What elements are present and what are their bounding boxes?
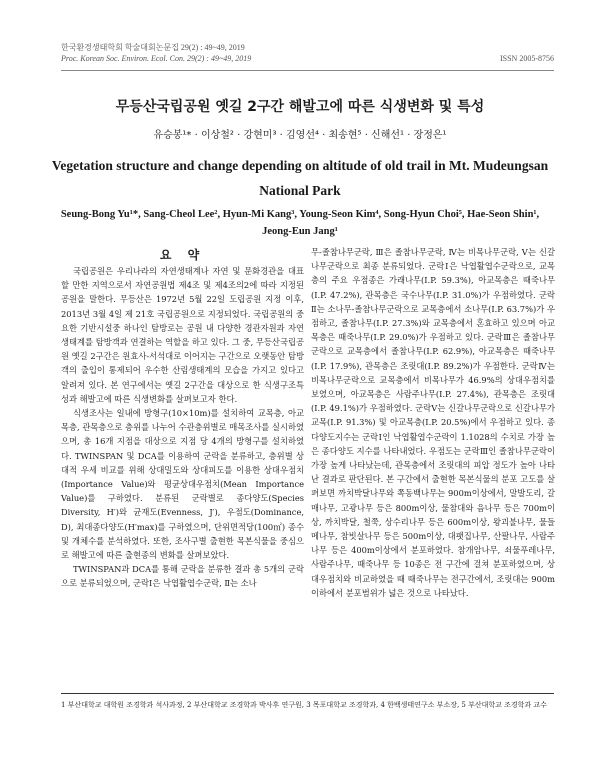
paragraph: 식생조사는 일내에 방형구(10×10m)를 설치하여 교목층, 아교목층, 관목층으로 층위를 나누어 수관층위별로 매목조사를 실시하였으며, 총 16개 지점을 대상으로 지점 당 4개의 방형구를 설치하였다. TWINSPAN 및 DCA를 이용하여 군락을 분류하고, 층위별 상대적 우세 비교를 위해 상대밀도와 상대피도를 이용한 상대우점치(Importance Value)와 평균상대우점치(Mean Importance Value)를 구하였다. 분류된 군락별로 종다양도(Species Diversity, H′)와 균재도(Evenness, J′), 우점도(Dominance, D), 최대종다양도(H′max)를 구하였으며, 단위면적당(100㎡) 종수 및 개체수를 분석하였다. 또한, 조사구별 출현한 목본식물을 중심으로 해발고에 따른 출현종의 변화를 살펴보았다.	[61, 408, 304, 561]
footnote: 1 부산대학교 대학원 조경학과 석사과정, 2 부산대학교 조경학과 박사후 연구원, 3 목포대학교 조경학과, 4 한백생태연구소 부소장, 5 부산대학교 조경학과 교수	[61, 701, 547, 709]
issn: ISSN 2005-8756	[499, 54, 554, 63]
authors-en: Seung-Bong Yu¹*, Sang-Cheol Lee², Hyun-Mi Kang³, Young-Seon Kim⁴, Song-Hyun Choi⁵, Hae-Seon Shin¹, Jeong-Eun Jang¹	[60, 209, 540, 237]
footnote-divider	[61, 693, 554, 694]
journal-header-ko: 한국환경생태학회 학술대회논문집 29(2) : 49~49, 2019	[61, 43, 245, 52]
paragraph: 무-졸참나무군락, Ⅲ은 졸참나무군락, Ⅳ는 비목나무군락, Ⅴ는 신갈나무군락으로 최종 분류되었다. 군락Ⅰ은 낙엽활엽수군락으로, 교목층의 주요 우점종은 가래나무(I.P. 59.3%), 아교목층은 때죽나무(I.P. 47.2%), 관목층은 국수나무(I.P. 31.0%)가 우점하였다. 군락Ⅱ는 소나무-졸참나무군락으로 교목층에서 소나무(I.P. 63.7%)가 우점하고, 졸참나무(I.P. 27.3%)와 교목층에서 혼효하고 있으며 아교목층은 때죽나무(I.P. 29.0%)가 우점하고 있다. 군락Ⅲ은 졸참나무 군락으로 교목층에서 졸참나무(I.P. 62.9%), 아교목층은 때죽나무(I.P. 17.9%), 관목층은 조릿대(I.P. 89.2%)가 우점한다. 군락Ⅳ는 비목나무군락으로 교목층에서 비목나무가 46.9%의 상대우점치를 보였으며, 아교목층은 사람주나무(I.P. 27.4%), 관목층은 조릿대(I.P. 49.1%)가 우점하였다. 군락Ⅴ는 신갈나무군락으로 신갈나무가 교목(I.P. 91.3%) 및 아교목층(I.P. 20.5%)에서 우점하고 있다. 종 다양도지수는 군락Ⅰ인 낙엽활엽수군락이 1.1028의 수치로 가장 높은 종다양도 지수를 나타내었다. 우점도는 군락Ⅲ인 졸참나무군락이 가장 높게 나타났는데, 관목층에서 조릿대의 피압 정도가 높아 나타난 결과로 판단된다. 본 구간에서 출현한 목본식물의 분포 고도를 살펴보면 까치박달나무와 쪽동백나무는 900m이상에서, 말발도리, 갈매나무, 고광나무 등은 800m이상, 물참대와 음나무 등은 700m이상, 까치박달, 철쭉, 상수리나무 등은 600m이상, 왕괴불나무, 물들메나무, 참빗살나무 등은 500m이상, 대팻집나무, 산팔나무, 사람주나무 등은 400m이상에서 분포하였다. 참개암나무, 쇠물푸레나무, 사람주나무, 때죽나무 등 10종은 전 구간에 걸쳐 분포하였으며, 상대우점치와 비교하였을 때 때죽나무는 전구간에서, 조릿대는 900m이하에서 분포범위가 넓은 것으로 나타났다.	[311, 247, 555, 598]
abstract-left-column	[61, 264, 304, 591]
abstract-heading: 요 약	[159, 248, 206, 262]
journal-header-en: Proc. Korean Soc. Environ. Ecol. Con. 29(2) : 49~49, 2019	[61, 54, 252, 63]
title-ko: 무등산국립공원 옛길 2구간 해발고에 따른 식생변화 및 특성	[115, 99, 485, 115]
abstract-right-column	[311, 245, 555, 600]
title-en: Vegetation structure and change depending on altitude of old trail in Mt. Mudeungsan National Park	[51, 158, 549, 198]
paragraph: TWINSPAN과 DCA를 통해 군락을 분류한 결과 총 5개의 군락으로 분류되었으며, 군락Ⅰ은 낙엽활엽수군락, Ⅱ는 소나	[61, 564, 304, 589]
header-divider	[61, 70, 554, 71]
paragraph: 국립공원은 우리나라의 자연생태계나 자연 및 문화경관을 대표할 만한 지역으로서 자연공원법 제4조 및 제4조의2에 따라 지정된 공원을 말한다. 무등산은 1972년 5월 22일 도립공원 지정 이후, 2013년 3월 4일 제 21호 국립공원으로 지정되었다. 국립공원의 중요한 기반시설중 하나인 탐방로는 공원 내 다양한 경관자원과 자연생태계를 탐방객과 연결하는 역할을 하고 있다. 그 중, 무등산국립공원 옛길 2구간은 원효사-서석대로 이어지는 구간으로 오랫동안 탐방객의 출입이 통제되어 우수한 산림생태계의 모습을 가지고 있다고 알려져 있다. 본 연구에서는 옛길 2구간을 대상으로 한 식생구조특성과 해발고에 따른 식생변화를 살펴보고자 한다.	[61, 266, 304, 404]
authors-ko: 유승봉¹* · 이상철² · 강현미³ · 김영선⁴ · 최송현⁵ · 신해선¹ · 장정은¹	[153, 130, 447, 141]
